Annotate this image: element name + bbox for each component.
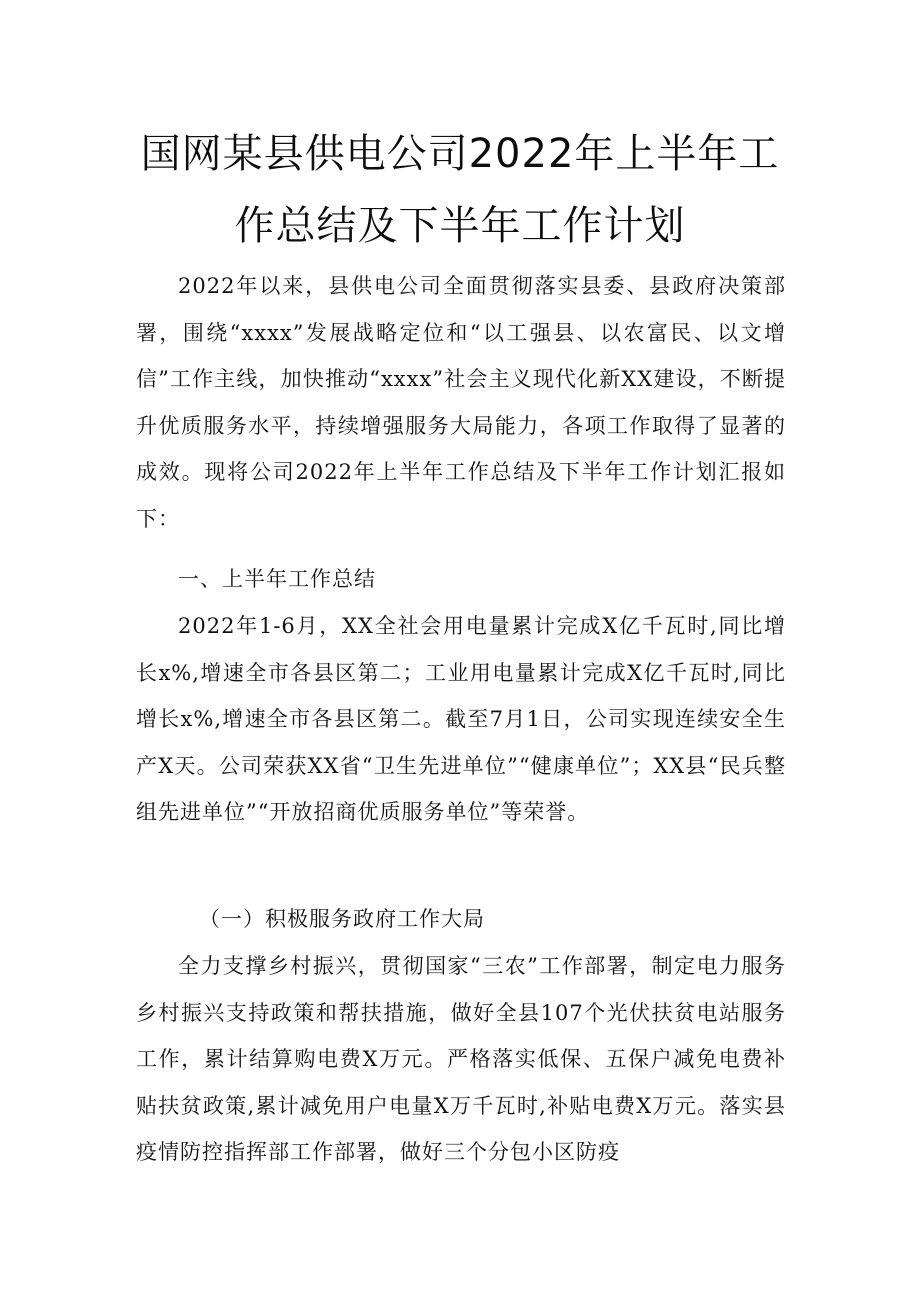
summary-paragraph: 2022年1-6月，XX全社会用电量累计完成X亿千瓦时,同比增长x%,增速全市各县区第二；工业用电量累计完成X亿千瓦时,同比增长x%,增速全市各县区第二。截至7月1日，公司实现连续安全生产X天。公司荣获XX省“卫生先进单位”“健康单位”；XX县“民兵整组先进单位”“开放招商优质服务单位”等荣誉。 <box>136 614 786 824</box>
intro-paragraph: 2022年以来，县供电公司全面贯彻落实县委、县政府决策部署，围绕“xxxx”发展战略定位和“以工强县、以农富民、以文增信”工作主线，加快推动“xxxx”社会主义现代化新XX建设，不断提升优质服务水平，持续增强服务大局能力，各项工作取得了显著的成效。现将公司2022年上半年工作总结及下半年工作计划汇报如下： <box>136 274 786 531</box>
document-title-line-2: 作总结及下半年工作计划 <box>234 203 686 249</box>
section-heading-first-half-summary: 一、上半年工作总结 <box>178 567 376 591</box>
subsection-heading-serve-government: （一）积极服务政府工作大局 <box>199 907 485 931</box>
service-paragraph: 全力支撑乡村振兴，贯彻国家“三农”工作部署，制定电力服务乡村振兴支持政策和帮扶措施，做好全县107个光伏扶贫电站服务工作，累计结算购电费X万元。严格落实低保、五保户减免电费补贴扶贫政策,累计减免用户电量X万千瓦时,补贴电费X万元。落实县疫情防控指挥部工作部署，做好三个分包小区防疫 <box>136 954 786 1164</box>
document-title-line-1: 国网某县供电公司2022年上半年工 <box>140 131 780 177</box>
